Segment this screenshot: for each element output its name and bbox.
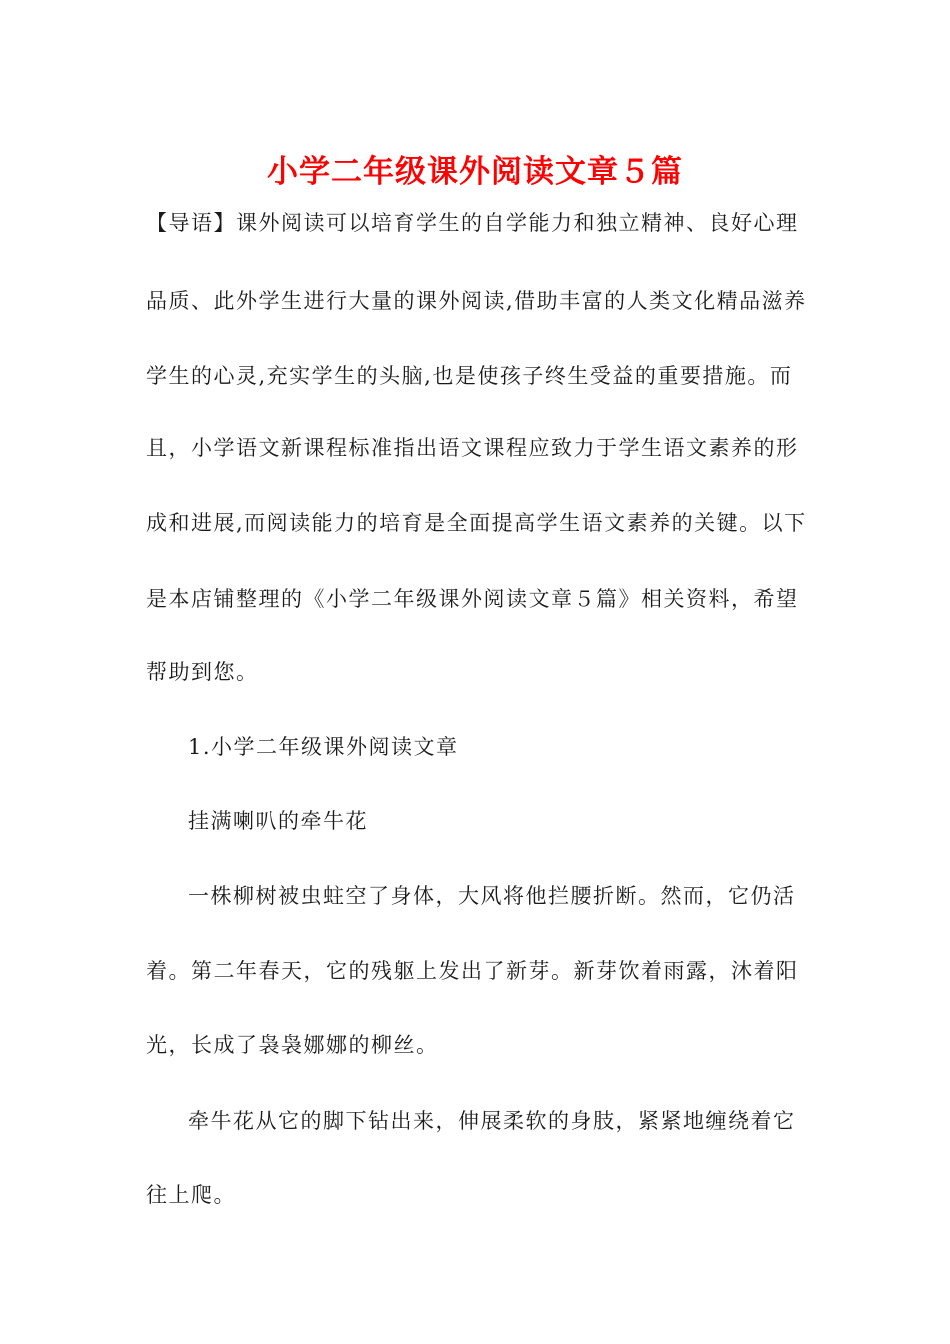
intro-line: 且，小学语文新课程标准指出语文课程应致力于学生语文素养的形	[146, 436, 799, 460]
intro-line: 成和进展,而阅读能力的培育是全面提高学生语文素养的关键。以下	[146, 511, 807, 535]
intro-line: 帮助到您。	[146, 660, 259, 684]
paragraph-line: 往上爬。	[146, 1183, 236, 1207]
document-title: 小学二年级课外阅读文章５篇	[267, 154, 683, 190]
paragraph-line: 牵牛花从它的脚下钻出来，伸展柔软的身肢，紧紧地缠绕着它	[188, 1109, 796, 1133]
intro-line: 品质、此外学生进行大量的课外阅读,借助丰富的人类文化精品滋养	[146, 289, 807, 313]
intro-line: 学生的心灵,充实学生的头脑,也是使孩子终生受益的重要措施。而	[146, 364, 793, 388]
paragraph-line: 着。第二年春天，它的残躯上发出了新芽。新芽饮着雨露，沐着阳	[146, 959, 799, 983]
intro-line: 是本店铺整理的《小学二年级课外阅读文章５篇》相关资料，希望	[146, 587, 799, 611]
story-title: 挂满喇叭的牵牛花	[188, 809, 368, 833]
intro-line: 【导语】课外阅读可以培育学生的自学能力和独立精神、良好心理	[146, 211, 799, 235]
section-heading: 1.小学二年级课外阅读文章	[188, 735, 459, 759]
paragraph-line: 光，长成了袅袅娜娜的柳丝。	[146, 1033, 439, 1057]
paragraph-line: 一株柳树被虫蛀空了身体，大风将他拦腰折断。然而，它仍活	[188, 884, 796, 908]
